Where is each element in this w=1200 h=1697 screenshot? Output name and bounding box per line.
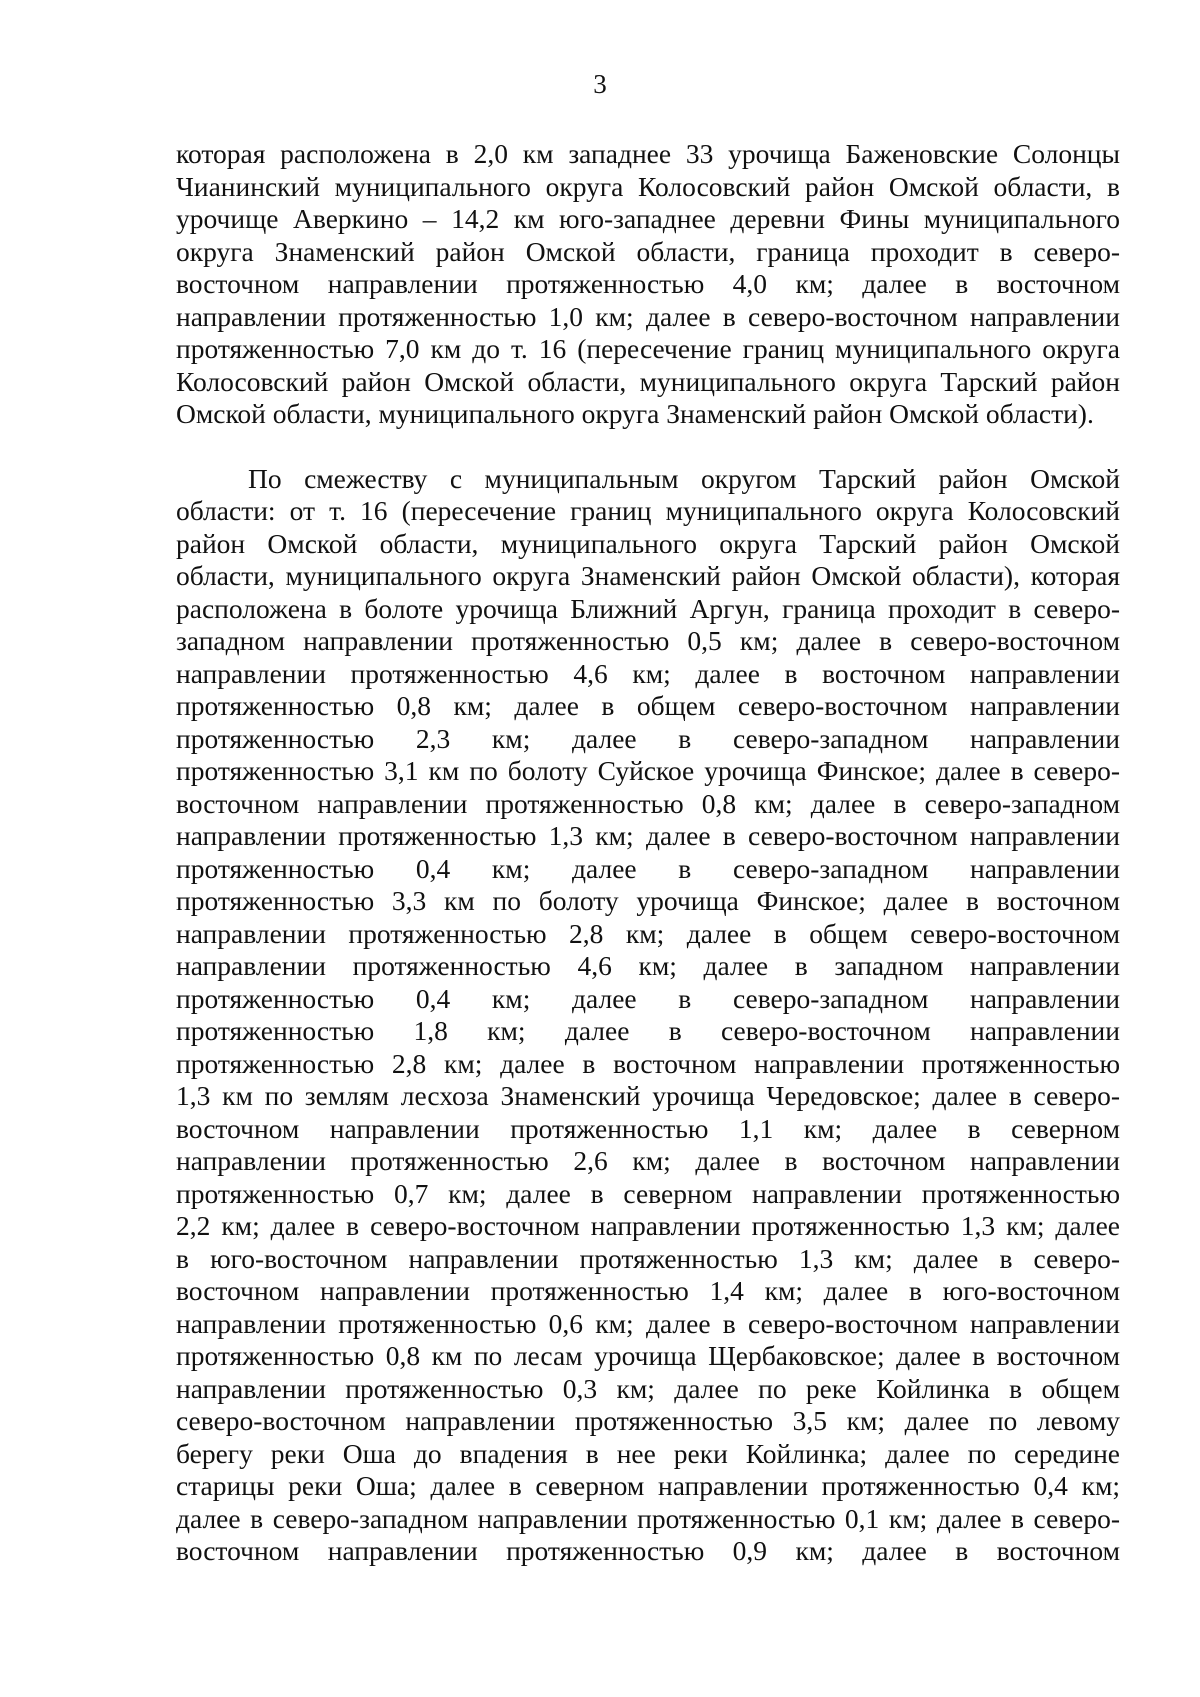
text-line: 1,3 км по землям лесхоза Знаменский урочища Чередовское; далее в северо-: [176, 1080, 1120, 1111]
paragraph-boundary-continuation: [176, 138, 1120, 431]
text-line: протяженностью 2,8 км; далее в восточном направлении протяженностью: [176, 1047, 1120, 1079]
text-line: протяженностью 3,3 км по болоту урочища Финское; далее в восточном: [176, 885, 1120, 916]
text-line: которая расположена в 2,0 км западнее 33 урочища Баженовские Солонцы: [176, 138, 1120, 169]
text-line: направлении протяженностью 2,6 км; далее в восточном направлении: [176, 1145, 1120, 1176]
text-line: протяженностью 0,7 км; далее в северном направлении протяженностью: [176, 1177, 1120, 1209]
text-line: протяженностью 1,8 км; далее в северо-восточном направлении: [176, 1015, 1120, 1046]
text-line: западном направлении протяженностью 0,5 км; далее в северо-восточном: [176, 625, 1120, 656]
text-line: Колосовский район Омской области, муниципального округа Тарский район: [176, 365, 1120, 397]
text-line: Чианинский муниципального округа Колосовский район Омской области, в: [176, 170, 1120, 202]
text-line: восточном направлении протяженностью 4,0 км; далее в восточном: [176, 268, 1120, 299]
text-line: протяженностью 0,4 км; далее в северо-западном направлении: [176, 982, 1120, 1014]
document-body: [176, 138, 1120, 1568]
text-line: берегу реки Оша до впадения в нее реки Койлинка; далее по середине: [176, 1437, 1120, 1469]
text-line: расположена в болоте урочища Ближний Аргун, граница проходит в северо-: [176, 592, 1120, 624]
paragraph-spacer: [176, 431, 1120, 463]
text-line: северо-восточном направлении протяженностью 3,5 км; далее по левому: [176, 1405, 1120, 1436]
text-line: направлении протяженностью 0,3 км; далее по реке Койлинка в общем: [176, 1372, 1120, 1404]
text-line: протяженностью 2,3 км; далее в северо-западном направлении: [176, 722, 1120, 754]
text-line: области, муниципального округа Знаменский район Омской области), которая: [176, 560, 1120, 591]
text-line: восточном направлении протяженностью 0,9 км; далее в восточном: [176, 1535, 1120, 1566]
text-line: направлении протяженностью 4,6 км; далее в западном направлении: [176, 950, 1120, 981]
text-line: направлении протяженностью 2,8 км; далее в общем северо-восточном: [176, 917, 1120, 949]
text-line: направлении протяженностью 1,3 км; далее в северо-восточном направлении: [176, 820, 1120, 851]
text-line: области: от т. 16 (пересечение границ муниципального округа Колосовский: [176, 495, 1120, 526]
text-line: Омской области, муниципального округа Знаменский район Омской области).: [176, 398, 1094, 429]
page-number: 3: [593, 69, 607, 99]
text-line: По смежеству с муниципальным округом Тарский район Омской: [248, 462, 1120, 494]
text-line: 2,2 км; далее в северо-восточном направлении протяженностью 1,3 км; далее: [176, 1210, 1120, 1241]
text-line: восточном направлении протяженностью 1,4 км; далее в юго-восточном: [176, 1275, 1120, 1306]
text-line: далее в северо-западном направлении протяженностью 0,1 км; далее в северо-: [176, 1502, 1120, 1534]
text-line: протяженностью 0,8 км по лесам урочища Щербаковское; далее в восточном: [176, 1340, 1120, 1371]
text-line: восточном направлении протяженностью 0,8 км; далее в северо-западном: [176, 787, 1120, 819]
paragraph-tarsky-border: [176, 463, 1120, 1568]
text-line: протяженностью 3,1 км по болоту Суйское урочища Финское; далее в северо-: [176, 755, 1120, 786]
text-line: восточном направлении протяженностью 1,1 км; далее в северном: [176, 1112, 1120, 1144]
text-line: направлении протяженностью 0,6 км; далее в северо-восточном направлении: [176, 1307, 1120, 1339]
text-line: район Омской области, муниципального округа Тарский район Омской: [176, 527, 1120, 559]
text-line: протяженностью 7,0 км до т. 16 (пересечение границ муниципального округа: [176, 333, 1120, 364]
text-line: протяженностью 0,8 км; далее в общем северо-восточном направлении: [176, 690, 1120, 721]
text-line: в юго-восточном направлении протяженностью 1,3 км; далее в северо-: [176, 1242, 1120, 1274]
text-line: урочище Аверкино – 14,2 км юго-западнее деревни Фины муниципального: [176, 203, 1120, 234]
text-line: направлении протяженностью 4,6 км; далее в восточном направлении: [176, 657, 1120, 689]
text-line: округа Знаменский район Омской области, граница проходит в северо-: [176, 235, 1120, 267]
text-line: старицы реки Оша; далее в северном направлении протяженностью 0,4 км;: [176, 1470, 1120, 1501]
text-line: протяженностью 0,4 км; далее в северо-западном направлении: [176, 852, 1120, 884]
text-line: направлении протяженностью 1,0 км; далее в северо-восточном направлении: [176, 300, 1120, 332]
